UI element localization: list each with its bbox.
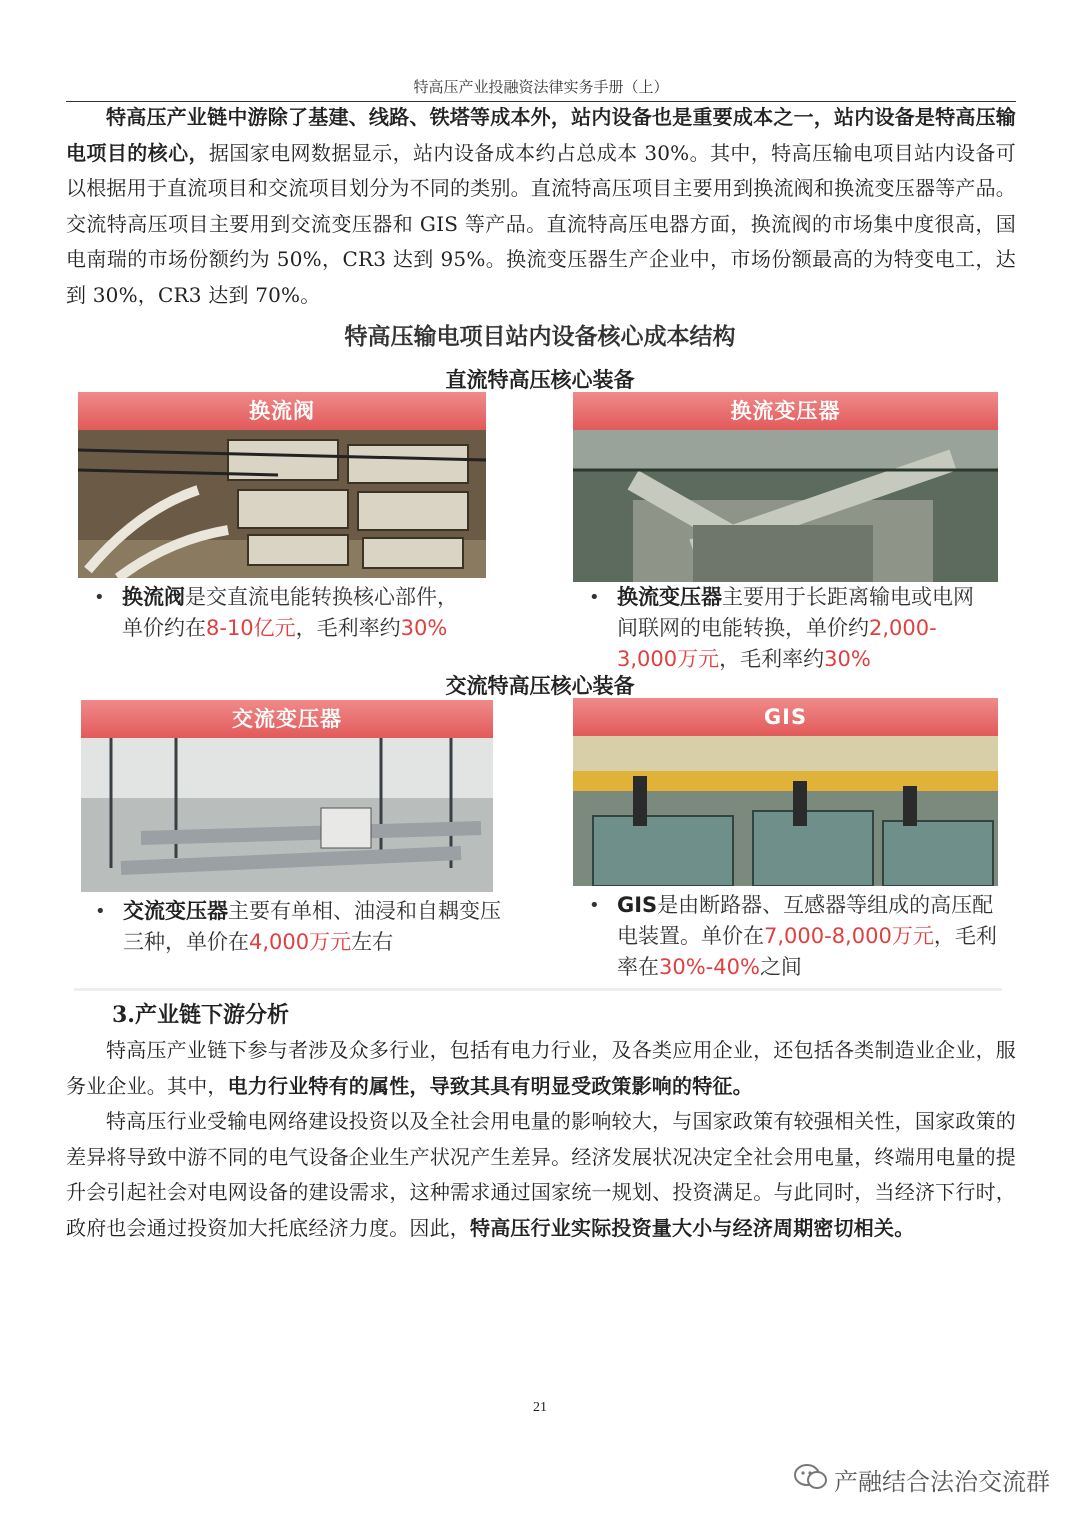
figure-title: 特高压输电项目站内设备核心成本结构 bbox=[344, 324, 736, 350]
gis-text-3: 之间 bbox=[759, 955, 802, 979]
bullet-icon: • bbox=[589, 587, 600, 608]
section-3-paragraph-1 bbox=[66, 1033, 1016, 1104]
ac-transformer-text-1: 主要有单相、油浸和自耦变压三种，单价在 bbox=[123, 899, 501, 954]
conv-transformer-photo bbox=[573, 430, 998, 582]
page-number: 21 bbox=[533, 1400, 547, 1415]
conv-transformer-name: 换流变压器 bbox=[617, 585, 722, 609]
wechat-icon bbox=[794, 1463, 828, 1497]
conv-transformer-margin: 30% bbox=[824, 647, 871, 671]
gis-margin: 30%-40% bbox=[659, 955, 760, 979]
conv-transformer-panel-title: 换流变压器 bbox=[573, 392, 998, 430]
valve-name: 换流阀 bbox=[122, 585, 185, 609]
ac-transformer-photo bbox=[81, 738, 493, 892]
valve-bullet bbox=[94, 582, 462, 644]
ac-transformer-price: 4,000万元 bbox=[249, 930, 352, 954]
gis-text-2: ，毛利率在 bbox=[617, 924, 997, 979]
intro-text: 据国家电网数据显示，站内设备成本约占总成本 30%。其中，特高压输电项目站内设备可以根据用于直流项目和交流项目划分为不同的类别。直流特高压项目主要用到换流阀和换流变压器等产品。交流特高压项目主要用到交流变压器和 GIS 等产品。直流特高压电器方面，换流阀的市场集中度很高，国电南瑞的市场份额约为 50%，CR3 达到 95%。换流变压器生产企业中，市场份额最高的为特变电工，达到 30%，CR3 达到 70%。 bbox=[66, 140, 1016, 307]
gis-name: GIS bbox=[617, 893, 658, 917]
conv-transformer-panel bbox=[573, 392, 998, 582]
conv-transformer-price: 2,000-3,000万元 bbox=[617, 616, 937, 671]
section-3-title: 3.产业链下游分析 bbox=[112, 1002, 289, 1028]
valve-photo bbox=[78, 430, 486, 578]
gis-price: 7,000-8,000万元 bbox=[764, 924, 934, 948]
conv-transformer-bullet bbox=[589, 582, 992, 675]
watermark-text: 产融结合法治交流群 bbox=[834, 1468, 1050, 1496]
section-3-paragraph-2 bbox=[66, 1104, 1016, 1246]
dc-section-title: 直流特高压核心装备 bbox=[445, 368, 635, 392]
gis-panel-title: GIS bbox=[573, 698, 998, 736]
ac-transformer-text-2: 左右 bbox=[351, 930, 394, 954]
valve-price: 8-10亿元 bbox=[206, 616, 296, 640]
valve-panel-title: 换流阀 bbox=[78, 392, 486, 430]
valve-margin: 30% bbox=[400, 616, 448, 640]
bullet-icon: • bbox=[95, 901, 106, 922]
section-3-p2-bold: 特高压行业实际投资量大小与经济周期密切相关。 bbox=[470, 1215, 915, 1240]
section-3-p1-bold: 电力行业特有的属性，导致其具有明显受政策影响的特征。 bbox=[227, 1073, 753, 1098]
ac-transformer-panel bbox=[81, 700, 493, 892]
ac-transformer-panel-title: 交流变压器 bbox=[81, 700, 493, 738]
bullet-icon: • bbox=[589, 895, 600, 916]
page-header: 特高压产业投融资法律实务手册（上） bbox=[66, 76, 1016, 102]
conv-transformer-text-2: ，毛利率约 bbox=[719, 647, 825, 671]
valve-text-1: 是交直流电能转换核心部件，单价约在 bbox=[122, 585, 458, 640]
bullet-icon: • bbox=[94, 587, 105, 608]
intro-paragraph bbox=[66, 100, 1016, 313]
ac-transformer-name: 交流变压器 bbox=[123, 899, 228, 923]
valve-panel bbox=[78, 392, 486, 578]
ac-transformer-bullet bbox=[95, 896, 503, 958]
ac-section-title: 交流特高压核心装备 bbox=[445, 674, 635, 698]
section-3-p1-text: 特高压产业链下参与者涉及众多行业，包括有电力行业，及各类应用企业，还包括各类制造业企业，服务业企业。其中， bbox=[66, 1038, 1016, 1098]
gis-bullet bbox=[589, 890, 1002, 983]
valve-text-2: ，毛利率约 bbox=[295, 616, 401, 640]
gis-text-1: 是由断路器、互感器等组成的高压配电装置。单价在 bbox=[617, 893, 994, 948]
conv-transformer-text-1: 主要用于长距离输电或电网间联网的电能转换，单价约 bbox=[617, 585, 974, 640]
gis-panel bbox=[573, 698, 998, 886]
watermark bbox=[794, 1462, 1050, 1497]
section-3-p2-text: 特高压行业受输电网络建设投资以及全社会用电量的影响较大，与国家政策有较强相关性，国家政策的差异将导致中游不同的电气设备企业生产状况产生差异。经济发展状况决定全社会用电量，终端用电量的提升会引起社会对电网设备的建设需求，这种需求通过国家统一规划、投资满足。与此同时，当经济下行时，政府也会通过投资加大托底经济力度。因此， bbox=[66, 1109, 1016, 1240]
intro-bold-lead: 特高压产业链中游除了基建、线路、铁塔等成本外，站内设备也是重要成本之一，站内设备是特高压输电项目的核心， bbox=[66, 105, 1016, 165]
gis-photo bbox=[573, 736, 998, 886]
